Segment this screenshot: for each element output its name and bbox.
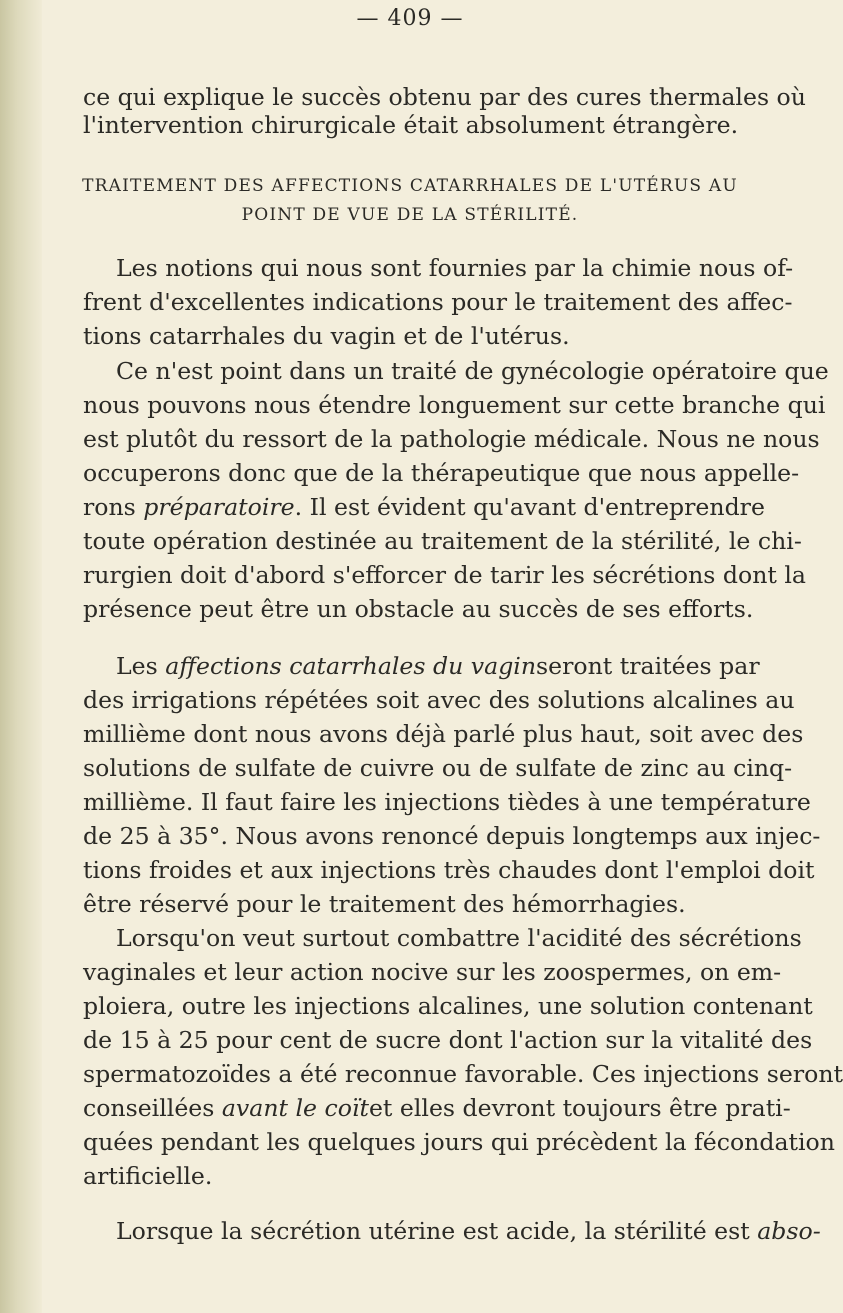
text-line: Lorsqu'on veut surtout combattre l'acidité des sécrétions — [116, 924, 802, 952]
text-line: spermatozoïdes a été reconnue favorable. Ces injections seront — [83, 1060, 843, 1088]
section-title-line: POINT DE VUE DE LA STÉRILITÉ. — [241, 205, 579, 225]
text-line — [116, 651, 760, 681]
section-title-line: TRAITEMENT DES AFFECTIONS CATARRHALES DE L'UTÉRUS AU — [82, 176, 738, 196]
text-line: être réservé pour le traitement des hémorrhagies. — [83, 890, 686, 918]
text-line: ce qui explique le succès obtenu par des cures thermales où — [83, 83, 806, 111]
text-line: présence peut être un obstacle au succès de ses efforts. — [83, 595, 754, 623]
text-line — [83, 1093, 791, 1123]
text-run: rons — [83, 493, 144, 521]
italic-term: préparatoire — [143, 493, 295, 521]
italic-term: abso- — [757, 1217, 821, 1245]
text-run: seront traitées par — [536, 652, 760, 680]
text-line: millième dont nous avons déjà parlé plus haut, soit avec des — [83, 720, 804, 748]
text-line: frent d'excellentes indications pour le traitement des affec- — [83, 288, 793, 316]
text-line: l'intervention chirurgicale était absolument étrangère. — [83, 111, 739, 139]
text-line: solutions de sulfate de cuivre ou de sulfate de zinc au cinq- — [83, 754, 793, 782]
text-line: des irrigations répétées soit avec des solutions alcalines au — [83, 686, 795, 714]
text-line: est plutôt du ressort de la pathologie médicale. Nous ne nous — [83, 425, 820, 453]
italic-term: avant le coït — [221, 1094, 369, 1122]
text-line: tions froides et aux injections très chaudes dont l'emploi doit — [83, 856, 815, 884]
text-line: artificielle. — [83, 1162, 213, 1190]
text-run: et elles devront toujours être prati- — [368, 1094, 791, 1122]
text-line: toute opération destinée au traitement de la stérilité, le chi- — [83, 527, 802, 555]
text-run: conseillées — [83, 1094, 222, 1122]
text-line: de 25 à 35°. Nous avons renoncé depuis longtemps aux injec- — [83, 822, 821, 850]
text-line — [83, 492, 765, 522]
text-run: . Il est évident qu'avant d'entreprendre — [294, 493, 765, 521]
text-line: de 15 à 25 pour cent de sucre dont l'action sur la vitalité des — [83, 1026, 813, 1054]
text-line: millième. Il faut faire les injections tièdes à une température — [83, 788, 811, 816]
text-line: rurgien doit d'abord s'efforcer de tarir les sécrétions dont la — [83, 561, 806, 589]
page-number: — 409 — — [356, 6, 464, 31]
book-page — [40, 0, 843, 1313]
text-line: Les notions qui nous sont fournies par la chimie nous of- — [116, 254, 794, 282]
text-line: occuperons donc que de la thérapeutique que nous appelle- — [83, 459, 800, 487]
text-run: Les — [116, 652, 166, 680]
text-line: Ce n'est point dans un traité de gynécologie opératoire que — [116, 357, 829, 385]
text-line: vaginales et leur action nocive sur les zoospermes, on em- — [83, 958, 782, 986]
text-line: quées pendant les quelques jours qui précèdent la fécondation — [83, 1128, 835, 1156]
page-edge-shadow — [0, 0, 42, 1313]
text-line: nous pouvons nous étendre longuement sur cette branche qui — [83, 391, 826, 419]
text-line — [116, 1216, 821, 1246]
text-run: Lorsque la sécrétion utérine est acide, la stérilité est — [116, 1217, 758, 1245]
italic-term: affections catarrhales du vagin — [165, 652, 537, 680]
text-line: tions catarrhales du vagin et de l'utérus. — [83, 322, 570, 350]
text-line: ploiera, outre les injections alcalines, une solution contenant — [83, 992, 813, 1020]
